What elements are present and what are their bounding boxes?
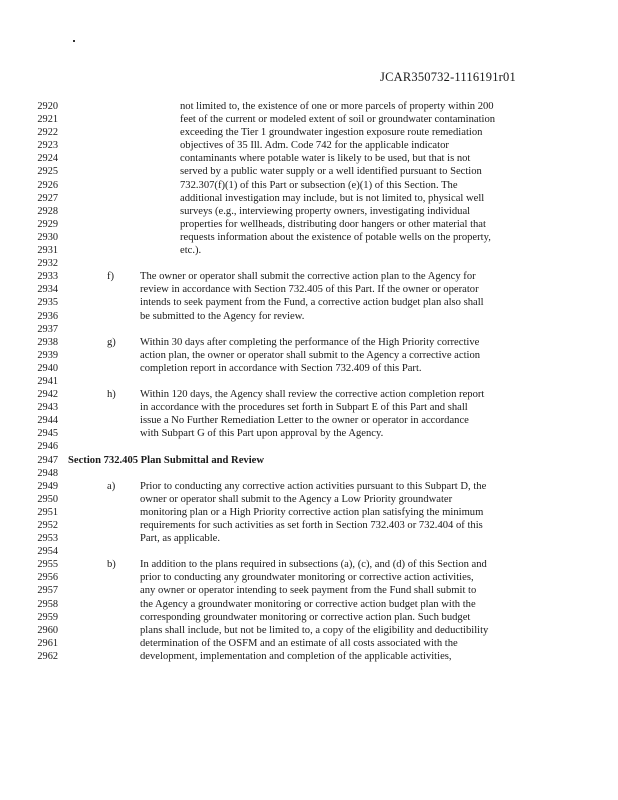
document-line: [0, 244, 618, 257]
line-number: 2932: [37, 258, 58, 270]
document-line: [0, 414, 618, 427]
line-number: 2923: [37, 140, 58, 152]
document-line: [0, 427, 618, 440]
document-line: [0, 467, 618, 480]
document-line: [0, 624, 618, 637]
document-line: [0, 139, 618, 152]
document-line: [0, 480, 618, 493]
line-text: owner or operator shall submit to the Agency a Low Priority groundwater: [140, 493, 453, 505]
section-heading: Section 732.405 Plan Submittal and Review: [68, 454, 264, 466]
document-line: [0, 493, 618, 506]
line-number: 2954: [37, 546, 58, 558]
document-line: [0, 362, 618, 375]
item-label: f): [107, 271, 115, 283]
line-number: 2945: [37, 428, 58, 440]
line-number: 2928: [37, 205, 58, 217]
document-line: [0, 349, 618, 362]
line-text: monitoring plan or a High Priority corrective action plan satisfying the minimum: [140, 506, 484, 518]
line-number: 2946: [37, 441, 58, 453]
item-label: g): [107, 336, 116, 348]
line-number: 2926: [37, 179, 58, 191]
line-text: prior to conducting any groundwater monitoring or corrective action activities,: [140, 572, 474, 584]
line-text: In addition to the plans required in subsections (a), (c), and (d) of this Section and: [140, 559, 487, 571]
line-text: requests information about the existence of potable wells on the property,: [180, 231, 491, 243]
line-number: 2933: [37, 271, 58, 283]
line-text: 732.307(f)(1) of this Part or subsection (e)(1) of this Section. The: [180, 179, 458, 191]
line-number: 2940: [37, 362, 58, 374]
line-number: 2937: [37, 323, 58, 335]
document-line: [0, 598, 618, 611]
line-text: requirements for such activities as set forth in Section 732.403 or 732.404 of this: [140, 520, 483, 531]
line-text: contaminants where potable water is likely to be used, but that is not: [180, 153, 471, 165]
line-text: properties for wellheads, distributing door hangers or other material that: [180, 218, 486, 230]
line-number: 2952: [37, 520, 58, 531]
line-number: 2927: [37, 192, 58, 204]
document-line: [0, 440, 618, 453]
document-line: [0, 611, 618, 624]
line-text: the Agency a groundwater monitoring or corrective action budget plan with the: [140, 598, 476, 610]
document-line: [0, 296, 618, 309]
line-text: Within 120 days, the Agency shall review the corrective action completion report: [140, 389, 485, 401]
document-line: [0, 126, 618, 139]
document-line: [0, 165, 618, 178]
line-text: served by a public water supply or a well identified pursuant to Section: [180, 166, 482, 178]
document-line: [0, 231, 618, 244]
line-text: objectives of 35 Ill. Adm. Code 742 for the applicable indicator: [180, 140, 449, 152]
document-line: [0, 152, 618, 165]
line-text: etc.).: [180, 245, 202, 257]
document-line: [0, 506, 618, 519]
document-line: [0, 401, 618, 414]
line-text: exceeding the Tier 1 groundwater ingestion exposure route remediation: [180, 127, 483, 139]
document-line: [0, 310, 618, 323]
document-line: [0, 519, 618, 532]
document-line: [0, 270, 618, 283]
document-line: [0, 179, 618, 192]
line-number: 2961: [37, 637, 58, 649]
line-number: 2958: [37, 598, 58, 610]
line-text: Within 30 days after completing the performance of the High Priority corrective: [140, 336, 480, 348]
line-text: The owner or operator shall submit the corrective action plan to the Agency for: [140, 271, 476, 283]
line-number: 2950: [37, 493, 58, 505]
document-line: [0, 100, 618, 113]
line-number: 2922: [37, 127, 58, 139]
line-text: Prior to conducting any corrective action activities pursuant to this Subpart D, the: [140, 480, 487, 492]
document-line: [0, 584, 618, 597]
line-text: completion report in accordance with Section 732.409 of this Part.: [140, 362, 422, 374]
document-line: [0, 545, 618, 558]
document-line: [0, 388, 618, 401]
line-number: 2962: [37, 650, 58, 662]
line-text: development, implementation and completion of the applicable activities,: [140, 650, 452, 662]
document-line: [0, 192, 618, 205]
line-number: 2934: [37, 284, 58, 296]
line-number: 2947: [37, 454, 58, 466]
line-text: corresponding groundwater monitoring or corrective action plan. Such budget: [140, 611, 471, 623]
document-line: [0, 558, 618, 571]
line-text: not limited to, the existence of one or more parcels of property within 200: [180, 101, 494, 112]
section-heading-line: [0, 454, 618, 467]
document-line: [0, 571, 618, 584]
line-number: 2957: [37, 585, 58, 597]
line-number: 2942: [37, 389, 58, 401]
line-number: 2944: [37, 415, 58, 427]
document-line: [0, 532, 618, 545]
document-line: [0, 336, 618, 349]
document-line: [0, 375, 618, 388]
document-line: [0, 257, 618, 270]
line-number: 2960: [37, 624, 58, 636]
line-number: 2920: [37, 101, 58, 112]
line-text: additional investigation may include, but is not limited to, physical well: [180, 192, 485, 204]
document-line: [0, 637, 618, 650]
document-line: [0, 650, 618, 663]
line-number: 2953: [37, 533, 58, 545]
line-text: feet of the current or modeled extent of soil or groundwater contamination: [180, 114, 496, 126]
line-text: determination of the OSFM and an estimate of all costs associated with the: [140, 637, 458, 649]
line-number: 2949: [37, 480, 58, 492]
document-line: [0, 205, 618, 218]
line-text: with Subpart G of this Part upon approval by the Agency.: [140, 428, 384, 440]
item-label: a): [107, 480, 116, 492]
line-number: 2924: [37, 153, 58, 165]
line-number: 2948: [37, 467, 58, 479]
line-number: 2956: [37, 572, 58, 584]
line-number: 2941: [37, 375, 58, 387]
line-text: action plan, the owner or operator shall submit to the Agency a corrective action: [140, 349, 481, 361]
line-text: issue a No Further Remediation Letter to the owner or operator in accordance: [140, 415, 469, 427]
document-id: JCAR350732-1116191r01: [380, 70, 516, 84]
line-text: plans shall include, but not be limited to, a copy of the eligibility and deductibility: [140, 624, 489, 636]
document-line: [0, 218, 618, 231]
line-text: any owner or operator intending to seek payment from the Fund shall submit to: [140, 585, 477, 597]
line-number: 2959: [37, 611, 58, 623]
line-number: 2925: [37, 166, 58, 178]
line-number: 2929: [37, 218, 58, 230]
line-text: in accordance with the procedures set forth in Subpart E of this Part and shall: [140, 402, 468, 414]
document-line: [0, 283, 618, 296]
item-label: h): [107, 389, 116, 401]
line-number: 2951: [37, 506, 58, 518]
line-text: Part, as applicable.: [140, 533, 221, 545]
line-number: 2935: [37, 297, 58, 309]
line-number: 2938: [37, 336, 58, 348]
item-label: b): [107, 559, 116, 571]
line-text: review in accordance with Section 732.405 of this Part. If the owner or operator: [140, 284, 479, 296]
line-number: 2939: [37, 349, 58, 361]
line-number: 2955: [37, 559, 58, 571]
document-line: [0, 113, 618, 126]
line-number: 2921: [37, 114, 58, 126]
line-text: be submitted to the Agency for review.: [140, 310, 305, 322]
line-number: 2936: [37, 310, 58, 322]
document-body: [0, 100, 618, 663]
line-number: 2931: [37, 245, 58, 257]
scan-speck: [73, 40, 75, 42]
line-text: surveys (e.g., interviewing property owners, investigating individual: [180, 205, 471, 217]
document-line: [0, 323, 618, 336]
line-text: intends to seek payment from the Fund, a corrective action budget plan also shall: [140, 297, 484, 309]
line-number: 2930: [37, 231, 58, 243]
line-number: 2943: [37, 402, 58, 414]
